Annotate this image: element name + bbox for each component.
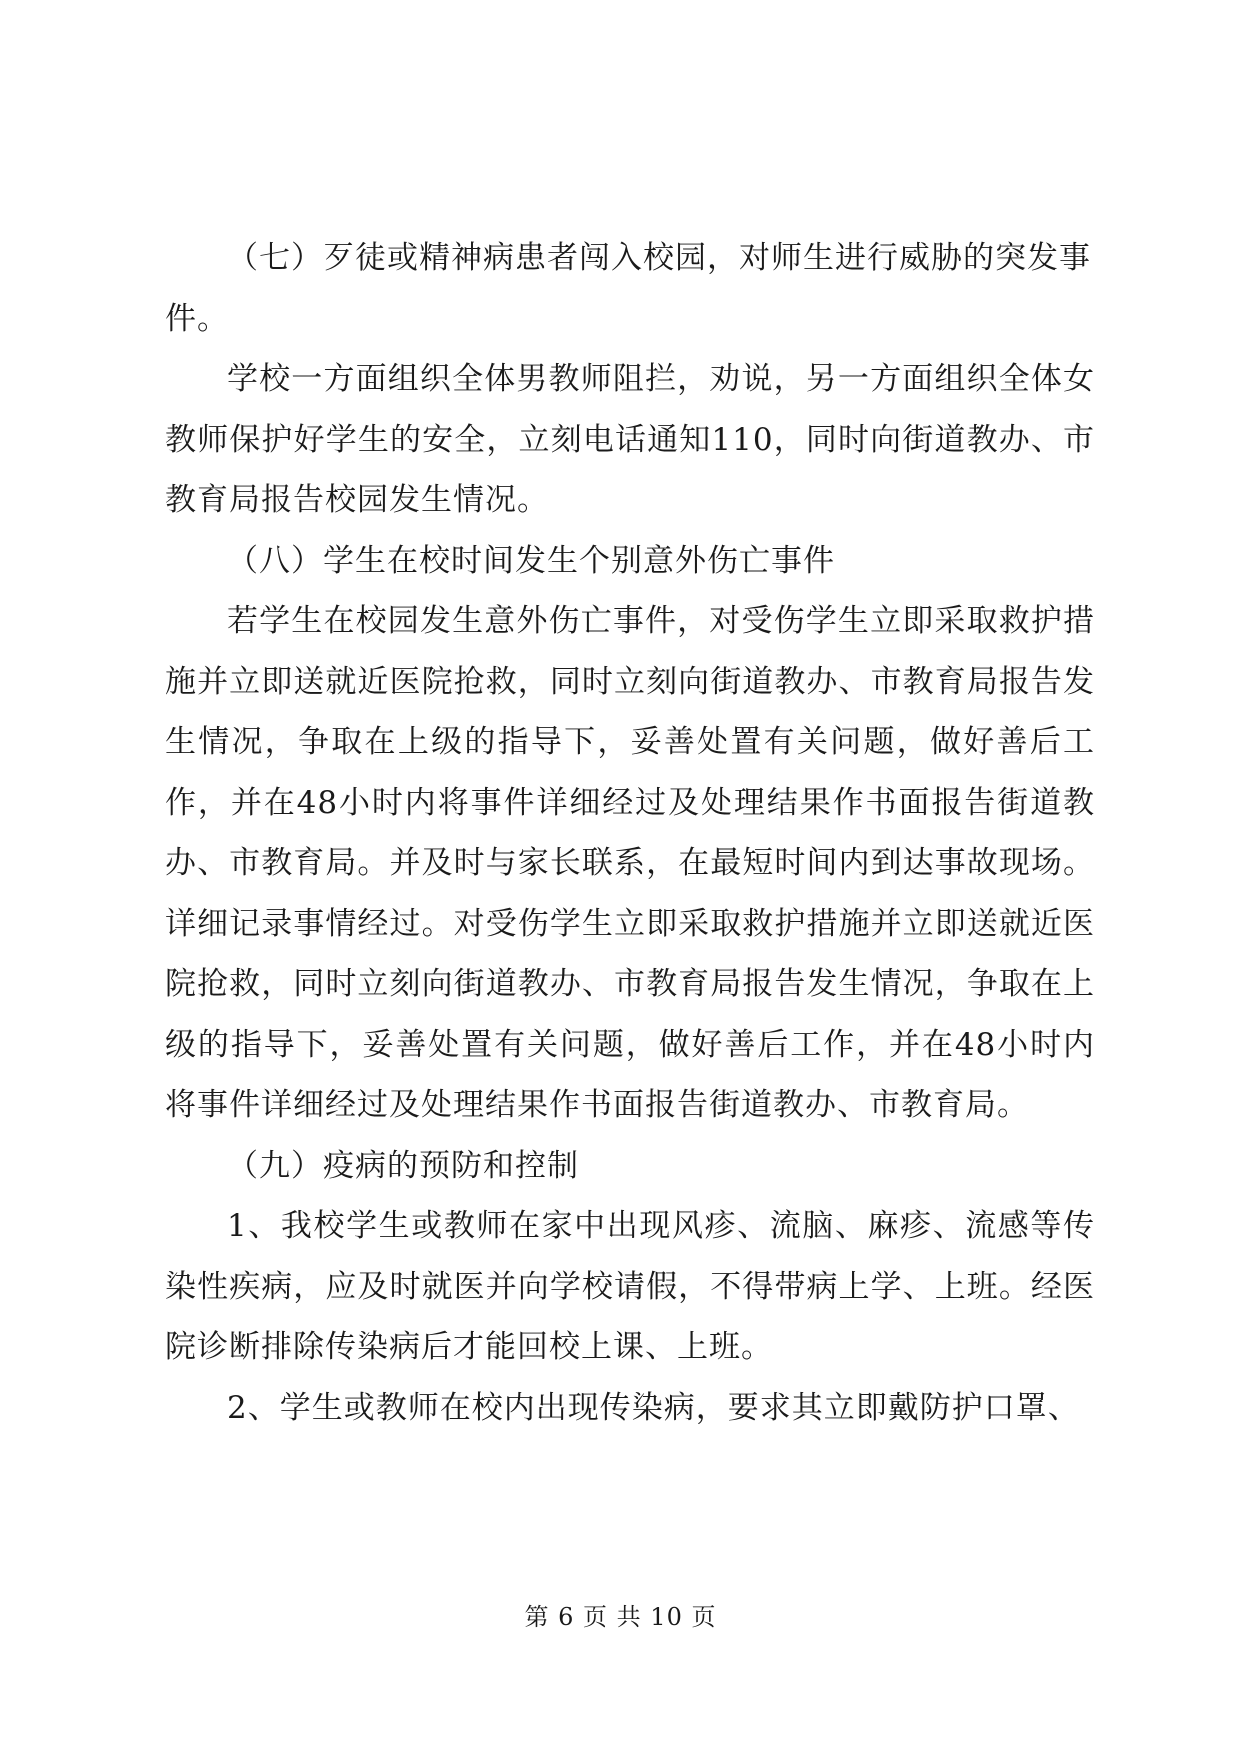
paragraph: 1、我校学生或教师在家中出现风疹、流脑、麻疹、流感等传染性疾病，应及时就医并向学校请假，不得带病上学、上班。经医院诊断排除传染病后才能回校上课、上班。 [165,1208,1095,1365]
section-heading-9: （九）疫病的预防和控制 [227,1147,579,1184]
paragraph: 2、学生或教师在校内出现传染病，要求其立即戴防护口罩、 [227,1389,1080,1426]
page-number-footer: 第 6 页 共 10 页 [524,1603,717,1631]
document-body [165,228,1095,1438]
paragraph: 学校一方面组织全体男教师阻拦，劝说，另一方面组织全体女教师保护好学生的安全，立刻电话通知110，同时向街道教办、市教育局报告校园发生情况。 [165,361,1095,518]
section-heading-7: （七）歹徒或精神病患者闯入校园，对师生进行威胁的突发事件。 [165,240,1091,337]
section-heading-8: （八）学生在校时间发生个别意外伤亡事件 [227,542,835,579]
paragraph: 若学生在校园发生意外伤亡事件，对受伤学生立即采取救护措施并立即送就近医院抢救，同时立刻向街道教办、市教育局报告发生情况，争取在上级的指导下，妥善处置有关问题，做好善后工作，并在48小时内将事件详细经过及处理结果作书面报告街道教办、市教育局。并及时与家长联系，在最短时间内到达事故现场。详细记录事情经过。对受伤学生立即采取救护措施并立即送就近医院抢救，同时立刻向街道教办、市教育局报告发生情况，争取在上级的指导下，妥善处置有关问题，做好善后工作，并在48小时内将事件详细经过及处理结果作书面报告街道教办、市教育局。 [165,603,1095,1123]
